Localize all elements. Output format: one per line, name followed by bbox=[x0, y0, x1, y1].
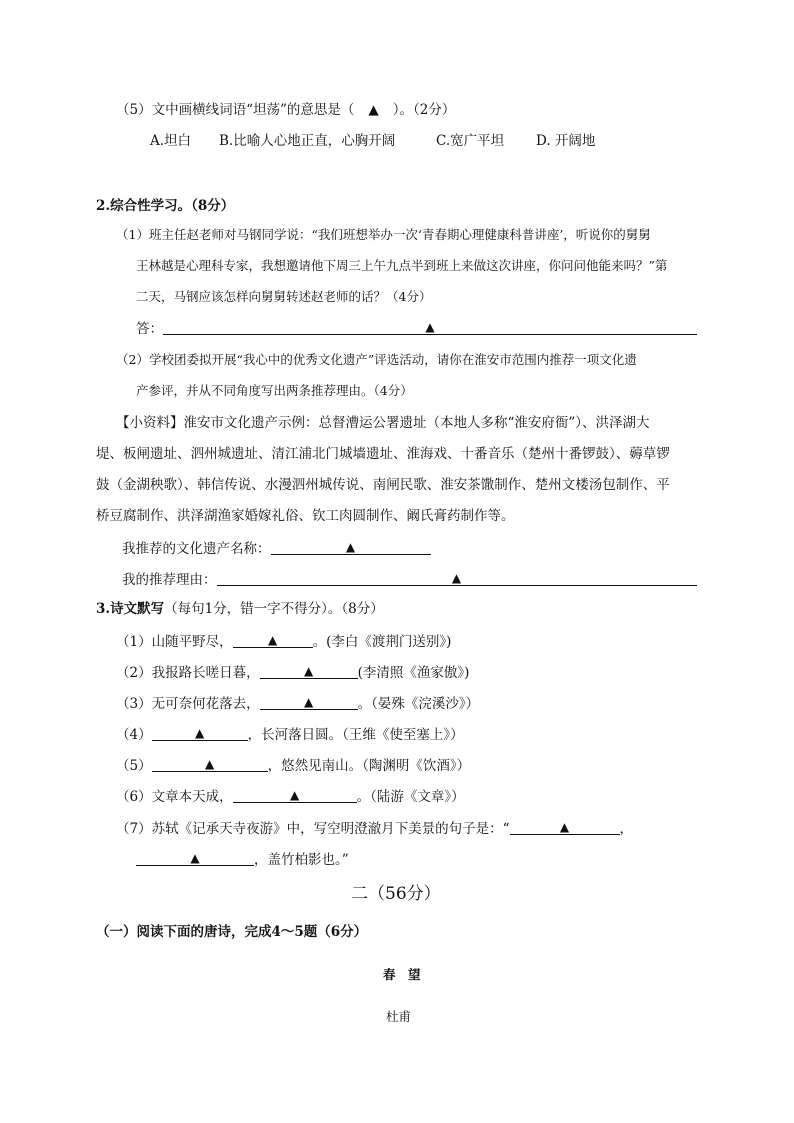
blank-4[interactable]: ▲ bbox=[152, 724, 248, 741]
s2-info-line3: 鼓（金湖秧歌）、韩信传说、水漫泗州城传说、南闸民歌、淮安茶馓制作、楚州文楼汤包制作、平 bbox=[96, 477, 670, 493]
blank-6[interactable]: ▲ bbox=[233, 786, 357, 803]
blank-2[interactable]: ▲ bbox=[260, 662, 358, 679]
s2-info-line2: 堤、板闸遗址、泗州城遗址、清江浦北门城墙遗址、淮海戏、十番音乐（楚州十番锣鼓）、薅草锣 bbox=[96, 446, 670, 462]
blank-7b[interactable]: ▲ bbox=[136, 849, 254, 866]
q5-option-c: C.宽广平坦 bbox=[436, 133, 505, 149]
s2-reason-row bbox=[122, 569, 697, 590]
s2-q1-line2: 王林越是心理科专家，我想邀请他下周三上午九点半到班上来做这次讲座，你问问他能来吗？”第 bbox=[136, 258, 668, 273]
recommend-blank[interactable]: ▲ bbox=[271, 538, 431, 555]
poem-title: 春 望 bbox=[383, 967, 421, 982]
s2-info-line1: 【小资料】淮安市文化遗产示例：总督漕运公署遗址（本地人多称“淮安府衙”）、洪泽湖大 bbox=[116, 415, 650, 431]
s3-item-4: （4） ▲ ，长河落日圆。（王维《使至塞上》） bbox=[116, 726, 464, 743]
s2-q1-line3: 二天，马钢应该怎样向舅舅转述赵老师的话？（4分） bbox=[136, 289, 432, 304]
s2-recommend-row bbox=[122, 538, 431, 559]
s3-item-7-cont: ▲ ，盖竹柏影也。” bbox=[136, 849, 349, 870]
q5-option-d: D. 开阔地 bbox=[536, 133, 596, 149]
blank-7a[interactable]: ▲ bbox=[510, 818, 620, 835]
q5-stem: （5）文中画横线词语“坦荡”的意思是（ ▲ ）。（2分） bbox=[116, 102, 456, 118]
s2-q2-line1: （2）学校团委拟开展“我心中的优秀文化遗产”评选活动，请你在淮安市范围内推荐一项文化遗 bbox=[116, 352, 637, 367]
reason-blank[interactable]: ▲ bbox=[217, 569, 697, 586]
answer-label: 答： bbox=[136, 321, 163, 337]
s3-item-1: （1）山随平野尽， ▲ 。(李白《渡荆门送别》) bbox=[116, 633, 452, 650]
blank-1[interactable]: ▲ bbox=[233, 631, 313, 648]
s2-q1-line1: （1）班主任赵老师对马钢同学说：“我们班想举办一次‘青春期心理健康科普讲座’，听说你的舅舅 bbox=[116, 227, 651, 242]
section-2-heading: 2.综合性学习。（8分） bbox=[96, 198, 235, 214]
part-2-heading: 二（56分） bbox=[351, 884, 441, 904]
s2-info-line4: 桥豆腐制作、洪泽湖渔家婚嫁礼俗、钦工肉圆制作、阚氏膏药制作等。 bbox=[96, 508, 515, 524]
blank-3[interactable]: ▲ bbox=[260, 693, 358, 710]
poem-author: 杜甫 bbox=[386, 1009, 412, 1024]
q5-option-a: A.坦白 bbox=[150, 133, 192, 149]
s2-q2-line2: 产参评，并从不同角度写出两条推荐理由。（4分） bbox=[136, 383, 413, 398]
part-2-subheading: （一）阅读下面的唐诗，完成4～5题（6分） bbox=[96, 924, 368, 940]
answer-blank[interactable]: ▲ bbox=[163, 318, 697, 335]
s2-answer-row bbox=[136, 318, 697, 339]
s3-item-6: （6）文章本天成， ▲ 。（陆游《文章》） bbox=[116, 788, 465, 805]
reason-label: 我的推荐理由： bbox=[122, 572, 217, 588]
section-3-heading: 3.诗文默写（每句1分，错一字不得分）。（8分） bbox=[96, 601, 384, 617]
s3-item-2: （2）我报路长嗟日暮， ▲ (李清照《渔家傲》) bbox=[116, 664, 470, 681]
recommend-label: 我推荐的文化遗产名称： bbox=[122, 541, 271, 557]
blank-5[interactable]: ▲ bbox=[152, 755, 268, 772]
s3-item-3: （3）无可奈何花落去， ▲ 。（晏殊《浣溪沙》） bbox=[116, 695, 480, 712]
q5-option-b: B.比喻人心地正直，心胸开阔 bbox=[219, 133, 396, 149]
s3-item-7: （7）苏轼《记承天寺夜游》中，写空明澄澈月下美景的句子是：“ ▲ ， bbox=[116, 820, 633, 837]
answer-triangle: ▲ bbox=[368, 102, 379, 118]
s3-item-5: （5） ▲ ，悠然见南山。（陶渊明《饮酒》） bbox=[116, 757, 471, 774]
